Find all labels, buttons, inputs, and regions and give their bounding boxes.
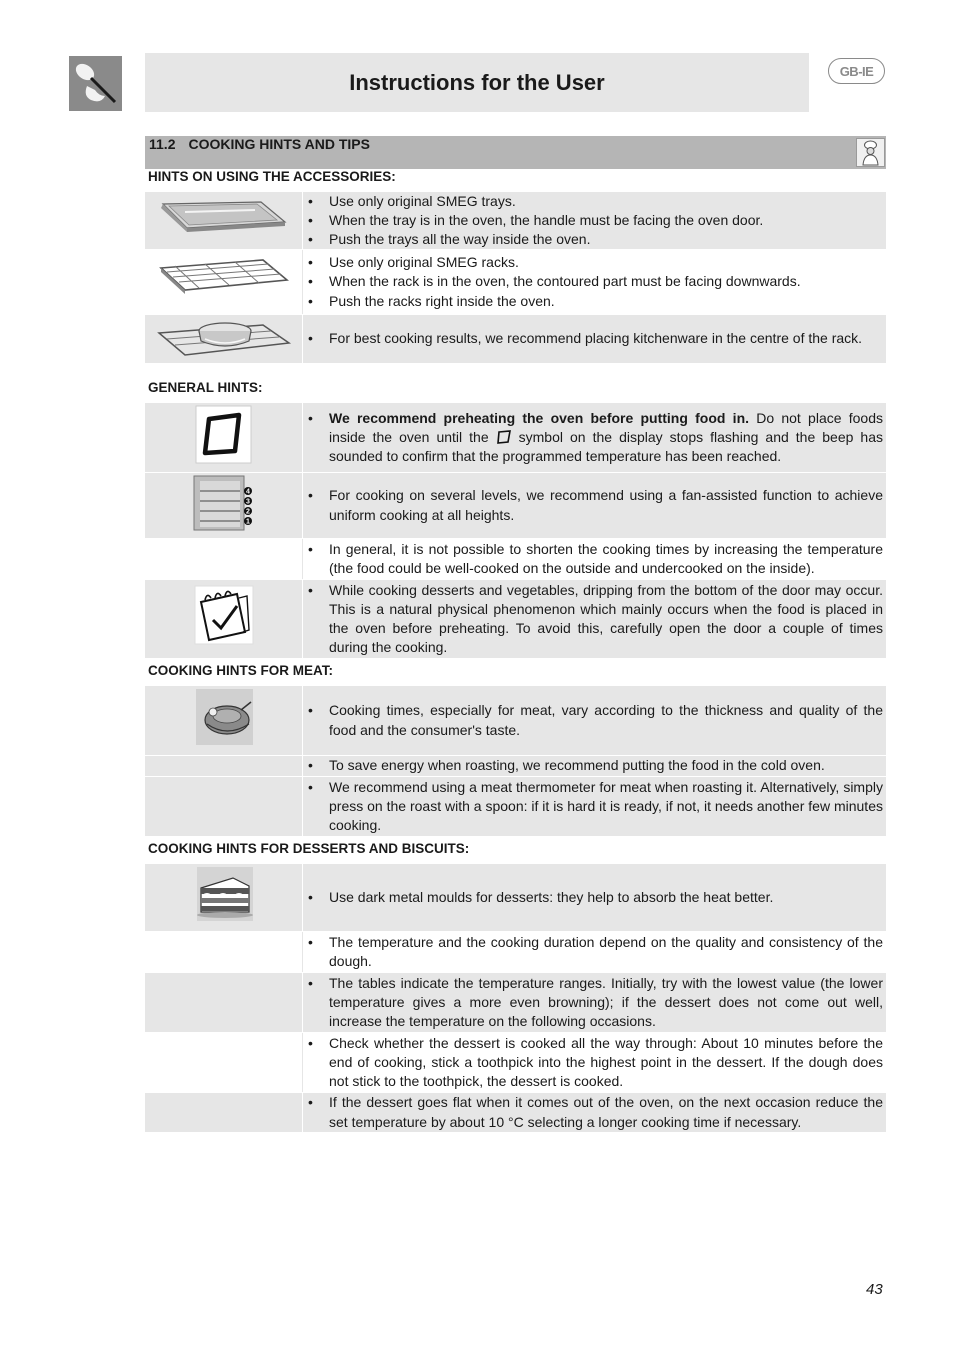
- level-number: 3: [246, 498, 250, 506]
- list-item: • In general, it is not possible to shorten the cooking times by increasing the temperature (the food could be well-cooked on the outside and undercooked on the inside).: [303, 540, 883, 578]
- oven-rack-image: [145, 250, 302, 314]
- notepad-check-image: [145, 580, 302, 658]
- cake-slice-image: [145, 864, 302, 931]
- level-number: 2: [246, 508, 250, 516]
- list-item: • Push the racks right inside the oven.: [303, 292, 883, 311]
- list-item: • If the dessert goes flat when it comes out of the oven, on the next occasion reduce the set temperature by about 10 °C selecting a longer cooking time if necessary.: [303, 1093, 883, 1131]
- list-item: • Check whether the dessert is cooked all the way through: About 10 minutes before the end of cooking, stick a toothpick into the highest point in the dessert. If the dough does not stick to the toothpick, the dessert is cooked.: [303, 1034, 883, 1092]
- table-row: [145, 580, 886, 658]
- list-item: • We recommend using a meat thermometer for meat when roasting it. Alternatively, simply press on the roast with a spoon: if it is hard it is ready, if not, it needs another few minutes cooking.: [303, 778, 883, 836]
- table-row: [145, 864, 886, 931]
- table-row: [145, 192, 886, 249]
- list-item: • For best cooking results, we recommend placing kitchenware in the centre of the rack.: [303, 329, 883, 348]
- language-badge: GB-IE: [828, 58, 885, 84]
- list-item: • We recommend preheating the oven before putting food in. Do not place foods inside the oven until the symbol on the display stops flashing and the beep has sounded to confirm that the programmed temperature has been reached.: [303, 409, 883, 467]
- list-item: • The tables indicate the temperature ranges. Initially, try with the lowest value (the lower temperature gives a more even browning); if the dessert does not come out well, increase the temperature on the following occasions.: [303, 974, 883, 1032]
- table-row: [145, 932, 886, 972]
- roast-meat-image: [145, 686, 302, 755]
- page-title: Instructions for the User: [349, 69, 605, 95]
- list-item: • While cooking desserts and vegetables, dripping from the bottom of the door may occur. This is a natural physical phenomenon which mainly occurs when the food is placed in the oven before preheating. To avoid this, carefully open the door a couple of times during the cooking.: [303, 581, 883, 658]
- table-row: [145, 539, 886, 579]
- table-row: [145, 315, 886, 363]
- table-row: [145, 250, 886, 314]
- level-number: 4: [246, 488, 250, 496]
- rack-with-pan-image: [145, 315, 302, 363]
- preheat-bold-text: We recommend preheating the oven before putting food in.: [329, 409, 750, 426]
- list-item: • Use only original SMEG racks.: [303, 253, 883, 272]
- preheat-symbol-icon: [496, 430, 512, 444]
- table-row: [145, 686, 886, 755]
- accessories-heading: HINTS ON USING THE ACCESSORIES:: [148, 169, 396, 184]
- general-heading: GENERAL HINTS:: [148, 380, 263, 395]
- table-row: [145, 756, 886, 776]
- list-item: • To save energy when roasting, we recommend putting the food in the cold oven.: [303, 756, 883, 775]
- list-item: • For cooking on several levels, we recommend using a fan-assisted function to achieve uniform cooking at all heights.: [303, 486, 883, 524]
- header-bar: [145, 53, 809, 112]
- chef-icon: [856, 138, 885, 167]
- list-item: • Cooking times, especially for meat, vary according to the thickness and quality of the food and the consumer's taste.: [303, 701, 883, 739]
- oven-tray-image: [145, 192, 302, 249]
- section-header: [145, 136, 886, 169]
- list-item: • When the tray is in the oven, the handle must be facing the oven door.: [303, 211, 883, 230]
- table-row: [145, 1033, 886, 1092]
- meat-heading: COOKING HINTS FOR MEAT:: [148, 663, 333, 678]
- desserts-heading: COOKING HINTS FOR DESSERTS AND BISCUITS:: [148, 841, 470, 856]
- section-number: 11.2: [149, 136, 176, 152]
- list-item: • The temperature and the cooking duration depend on the quality and consistency of the dough.: [303, 933, 883, 971]
- oven-levels-image: [145, 473, 302, 538]
- preheat-display-image: [145, 403, 302, 472]
- list-item: • When the rack is in the oven, the contoured part must be facing downwards.: [303, 272, 883, 291]
- section-title: [149, 136, 370, 153]
- table-row: [145, 473, 886, 538]
- spoon-chef-hat-icon: [69, 56, 122, 111]
- table-row: [145, 403, 886, 472]
- page-number: 43: [866, 1281, 883, 1298]
- table-row: [145, 1093, 886, 1132]
- level-number: 1: [246, 518, 250, 526]
- list-item: • Push the trays all the way inside the oven.: [303, 230, 883, 249]
- section-title-text: COOKING HINTS AND TIPS: [188, 136, 370, 152]
- list-item: • Use dark metal moulds for desserts: they help to absorb the heat better.: [303, 888, 883, 907]
- list-item: • Use only original SMEG trays.: [303, 192, 883, 211]
- table-row: [145, 777, 886, 836]
- table-row: [145, 973, 886, 1032]
